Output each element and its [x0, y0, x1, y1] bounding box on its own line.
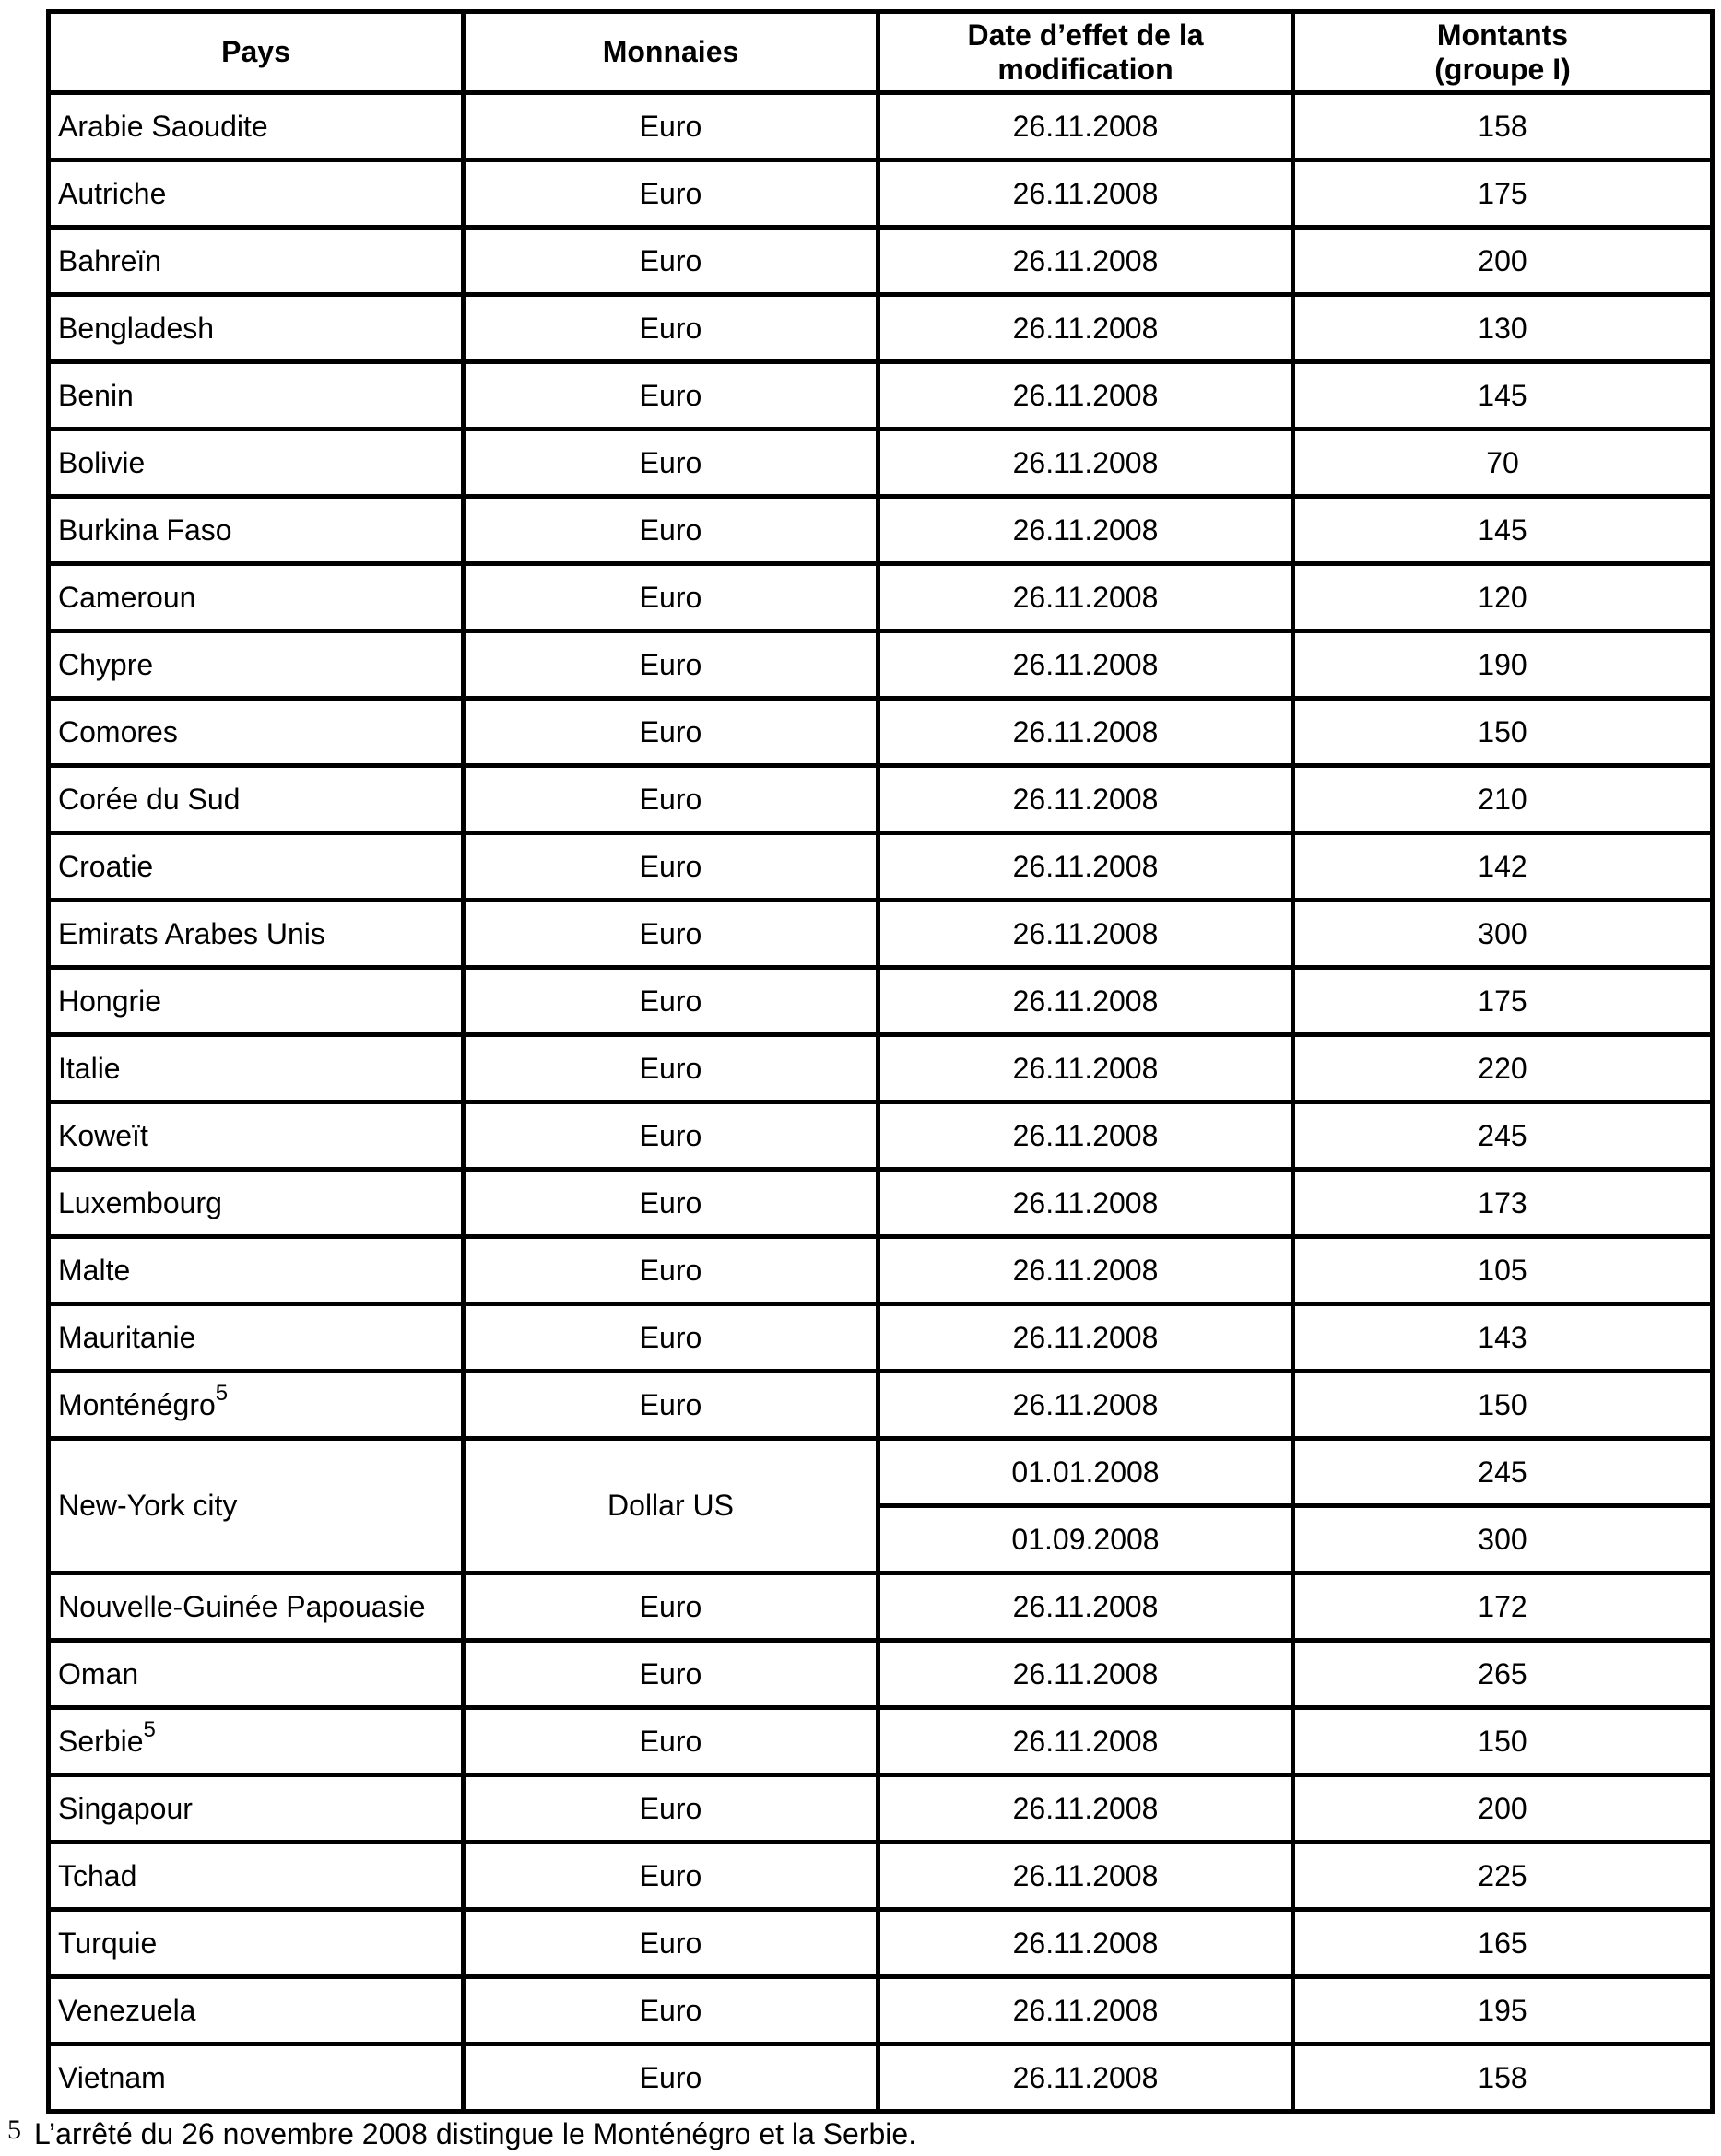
country-cell-text: Koweït	[58, 1118, 148, 1152]
table-row	[49, 430, 1713, 497]
amount-cell	[1293, 1910, 1713, 1977]
currency-cell-text: Euro	[639, 176, 702, 210]
table-row	[49, 1573, 1713, 1641]
date-cell	[878, 1977, 1293, 2044]
currency-cell-text: Euro	[639, 1589, 702, 1623]
amount-cell	[1293, 1977, 1713, 2044]
amount-cell-text: 120	[1478, 580, 1527, 614]
country-cell	[49, 1237, 464, 1304]
currency-cell	[464, 228, 878, 295]
amount-cell-text: 150	[1478, 1724, 1527, 1758]
currency-cell	[464, 1170, 878, 1237]
table-row	[49, 1843, 1713, 1910]
date-cell	[878, 228, 1293, 295]
amount-cell	[1293, 833, 1713, 901]
country-cell-text: Cameroun	[58, 580, 196, 614]
date-cell-text: 26.11.2008	[1012, 2060, 1159, 2094]
date-cell-text: 26.11.2008	[1012, 1320, 1159, 1354]
date-cell	[878, 1170, 1293, 1237]
table-row	[49, 1102, 1713, 1170]
currency-cell-text: Euro	[639, 1858, 702, 1892]
currency-cell-text: Euro	[639, 311, 702, 345]
currency-cell	[464, 1573, 878, 1641]
country-cell	[49, 1910, 464, 1977]
amount-cell	[1293, 2044, 1713, 2112]
amount-cell	[1293, 1775, 1713, 1843]
amount-cell-text: 195	[1478, 1993, 1527, 2027]
amount-cell	[1293, 901, 1713, 968]
country-cell-text: Nouvelle-Guinée Papouasie	[58, 1589, 426, 1623]
country-cell-text: Arabie Saoudite	[58, 109, 268, 143]
currency-cell	[464, 564, 878, 631]
currency-cell	[464, 1304, 878, 1372]
amount-cell	[1293, 1439, 1713, 1506]
currency-cell	[464, 833, 878, 901]
currency-cell-text: Dollar US	[607, 1489, 734, 1522]
amount-cell	[1293, 228, 1713, 295]
currency-cell	[464, 362, 878, 430]
country-cell-text: Venezuela	[58, 1993, 196, 2027]
country-cell	[49, 2044, 464, 2112]
header-amount-line2: (groupe I)	[1434, 52, 1571, 86]
header-amount	[1293, 12, 1713, 93]
currency-cell	[464, 699, 878, 766]
table-row	[49, 2044, 1713, 2112]
amount-cell-text: 175	[1478, 984, 1527, 1018]
amount-cell-text: 300	[1478, 1522, 1527, 1556]
amount-cell	[1293, 1237, 1713, 1304]
amount-cell-text: 210	[1478, 782, 1527, 816]
country-cell	[49, 228, 464, 295]
date-cell	[878, 833, 1293, 901]
amount-cell	[1293, 564, 1713, 631]
header-amount-line1: Montants	[1436, 18, 1569, 52]
currency-cell	[464, 968, 878, 1035]
country-cell	[49, 1170, 464, 1237]
amount-cell	[1293, 1843, 1713, 1910]
date-cell-text: 26.11.2008	[1012, 782, 1159, 816]
table-row	[49, 160, 1713, 228]
currency-cell	[464, 1977, 878, 2044]
country-cell-text: Singapour	[58, 1791, 193, 1825]
date-cell-text: 01.09.2008	[1011, 1522, 1160, 1556]
date-cell	[878, 699, 1293, 766]
country-cell-text: Croatie	[58, 849, 154, 883]
table-row	[49, 833, 1713, 901]
currency-cell	[464, 430, 878, 497]
date-cell	[878, 766, 1293, 833]
amount-cell-text: 158	[1478, 2060, 1527, 2094]
header-country: Pays	[49, 12, 464, 93]
country-cell-text: Serbie	[58, 1724, 144, 1758]
country-cell	[49, 766, 464, 833]
date-cell-text: 26.11.2008	[1012, 1926, 1159, 1960]
currency-cell	[464, 1910, 878, 1977]
amount-cell-text: 70	[1486, 445, 1519, 479]
amount-cell-text: 165	[1478, 1926, 1527, 1960]
header-date	[878, 12, 1293, 93]
currency-cell-text: Euro	[639, 1926, 702, 1960]
amount-cell	[1293, 430, 1713, 497]
amount-cell-text: 190	[1478, 647, 1527, 681]
currency-cell-text: Euro	[639, 580, 702, 614]
currency-cell-text: Euro	[639, 109, 702, 143]
date-cell	[878, 430, 1293, 497]
date-cell-text: 26.11.2008	[1012, 1858, 1159, 1892]
country-cell-text: Luxembourg	[58, 1185, 222, 1219]
amount-cell-text: 245	[1478, 1455, 1527, 1489]
date-cell	[878, 1372, 1293, 1439]
date-cell-text: 26.11.2008	[1012, 378, 1159, 412]
date-cell	[878, 901, 1293, 968]
table-row	[49, 1304, 1713, 1372]
date-cell-text: 26.11.2008	[1012, 984, 1159, 1018]
footnote-text: L’arrêté du 26 novembre 2008 distingue le Monténégro et la Serbie.	[34, 2117, 917, 2150]
date-cell	[878, 1573, 1293, 1641]
table-row	[49, 497, 1713, 564]
amount-cell	[1293, 1035, 1713, 1102]
country-cell-text: Italie	[58, 1051, 121, 1085]
table-row	[49, 1708, 1713, 1775]
date-cell	[878, 1506, 1293, 1573]
date-cell	[878, 1035, 1293, 1102]
table-row	[49, 1237, 1713, 1304]
date-cell-text: 26.11.2008	[1012, 1118, 1159, 1152]
date-cell-text: 26.11.2008	[1012, 1589, 1159, 1623]
currency-cell	[464, 1439, 878, 1573]
table-row	[49, 1775, 1713, 1843]
currency-cell	[464, 1708, 878, 1775]
table-row	[49, 93, 1713, 160]
currency-cell	[464, 295, 878, 362]
date-cell-text: 26.11.2008	[1012, 916, 1159, 950]
date-cell	[878, 1237, 1293, 1304]
country-cell	[49, 1708, 464, 1775]
amount-cell	[1293, 93, 1713, 160]
amount-cell	[1293, 1304, 1713, 1372]
amount-cell-text: 130	[1478, 311, 1527, 345]
currency-cell-text: Euro	[639, 849, 702, 883]
date-cell-text: 26.11.2008	[1012, 1656, 1159, 1691]
currency-cell	[464, 901, 878, 968]
amount-cell-text: 105	[1478, 1253, 1527, 1287]
currency-cell	[464, 1237, 878, 1304]
country-cell	[49, 1775, 464, 1843]
date-cell-text: 26.11.2008	[1012, 445, 1159, 479]
currency-cell-text: Euro	[639, 1051, 702, 1085]
currency-cell-text: Euro	[639, 782, 702, 816]
country-cell	[49, 497, 464, 564]
amount-cell	[1293, 497, 1713, 564]
table-row	[49, 564, 1713, 631]
date-cell-text: 26.11.2008	[1012, 1724, 1159, 1758]
amount-cell	[1293, 295, 1713, 362]
country-cell-text: Vietnam	[58, 2060, 166, 2094]
amount-cell-text: 145	[1478, 512, 1527, 547]
table-row	[49, 1641, 1713, 1708]
date-cell-text: 26.11.2008	[1012, 1791, 1159, 1825]
currency-cell-text: Euro	[639, 1387, 702, 1421]
date-cell-text: 26.11.2008	[1012, 1993, 1159, 2027]
country-cell	[49, 1102, 464, 1170]
date-cell	[878, 160, 1293, 228]
date-cell-text: 26.11.2008	[1012, 1253, 1159, 1287]
table-row	[49, 362, 1713, 430]
date-cell-text: 26.11.2008	[1012, 109, 1159, 143]
table-row	[49, 901, 1713, 968]
currency-cell-text: Euro	[639, 1724, 702, 1758]
date-cell	[878, 295, 1293, 362]
date-cell	[878, 1775, 1293, 1843]
date-cell	[878, 1439, 1293, 1506]
amount-cell-text: 143	[1478, 1320, 1527, 1354]
date-cell	[878, 497, 1293, 564]
country-cell	[49, 430, 464, 497]
table-row	[49, 1170, 1713, 1237]
currency-cell-text: Euro	[639, 512, 702, 547]
date-cell	[878, 1304, 1293, 1372]
currency-cell-text: Euro	[639, 445, 702, 479]
country-cell	[49, 699, 464, 766]
amount-cell	[1293, 160, 1713, 228]
amount-cell-text: 145	[1478, 378, 1527, 412]
footnote-mark: 5	[7, 2115, 21, 2145]
table-row	[49, 968, 1713, 1035]
date-cell-text: 26.11.2008	[1012, 1051, 1159, 1085]
country-cell-text: New-York city	[58, 1489, 238, 1522]
header-row	[49, 12, 1713, 93]
country-cell-text: Emirats Arabes Unis	[58, 916, 325, 950]
amount-cell-text: 150	[1478, 1387, 1527, 1421]
country-cell-text: Hongrie	[58, 984, 162, 1018]
country-cell	[49, 1641, 464, 1708]
amount-cell	[1293, 1506, 1713, 1573]
country-cell	[49, 1977, 464, 2044]
date-cell	[878, 968, 1293, 1035]
country-cell-text: Benin	[58, 378, 134, 412]
date-cell	[878, 564, 1293, 631]
amount-cell-text: 172	[1478, 1589, 1527, 1623]
date-cell	[878, 1708, 1293, 1775]
country-cell-text: Turquie	[58, 1926, 158, 1960]
currency-cell-text: Euro	[639, 1320, 702, 1354]
country-cell-text: Tchad	[58, 1858, 137, 1892]
date-cell	[878, 362, 1293, 430]
header-date-line2: modification	[997, 52, 1173, 86]
currency-cell-text: Euro	[639, 1118, 702, 1152]
currency-cell	[464, 1843, 878, 1910]
country-cell	[49, 1035, 464, 1102]
date-cell-text: 26.11.2008	[1012, 512, 1159, 547]
date-cell-text: 26.11.2008	[1012, 849, 1159, 883]
currency-cell	[464, 1102, 878, 1170]
header-currency: Monnaies	[464, 12, 878, 93]
country-cell-text: Malte	[58, 1253, 131, 1287]
amount-cell	[1293, 968, 1713, 1035]
table-row	[49, 1977, 1713, 2044]
amount-cell-text: 175	[1478, 176, 1527, 210]
country-cell	[49, 968, 464, 1035]
amount-cell-text: 200	[1478, 243, 1527, 277]
currency-cell-text: Euro	[639, 1791, 702, 1825]
currency-cell-text: Euro	[639, 1993, 702, 2027]
currency-cell-text: Euro	[639, 714, 702, 748]
country-cell-text: Bengladesh	[58, 311, 215, 345]
currency-cell	[464, 631, 878, 699]
table-row	[49, 1372, 1713, 1439]
date-cell-text: 01.01.2008	[1011, 1455, 1160, 1489]
date-cell	[878, 93, 1293, 160]
amount-cell	[1293, 1641, 1713, 1708]
country-cell-text: Comores	[58, 714, 178, 748]
country-cell-text: Mauritanie	[58, 1320, 196, 1354]
country-cell	[49, 1372, 464, 1439]
table-row	[49, 766, 1713, 833]
footnote-reference: 5	[143, 1716, 156, 1742]
table-row	[49, 295, 1713, 362]
currency-cell-text: Euro	[639, 2060, 702, 2094]
header-date-line1: Date d’effet de la	[967, 18, 1204, 52]
amount-cell-text: 173	[1478, 1185, 1527, 1219]
country-cell	[49, 160, 464, 228]
amount-cell-text: 300	[1478, 916, 1527, 950]
amount-cell-text: 220	[1478, 1051, 1527, 1085]
currency-cell-text: Euro	[639, 647, 702, 681]
footnote-reference: 5	[215, 1380, 229, 1406]
date-cell-text: 26.11.2008	[1012, 714, 1159, 748]
country-cell	[49, 1439, 464, 1573]
country-cell-text: Monténégro	[58, 1387, 216, 1421]
currency-cell	[464, 160, 878, 228]
amount-cell-text: 225	[1478, 1858, 1527, 1892]
amount-cell	[1293, 631, 1713, 699]
date-cell-text: 26.11.2008	[1012, 311, 1159, 345]
amount-cell	[1293, 1170, 1713, 1237]
country-cell	[49, 564, 464, 631]
table-row	[49, 631, 1713, 699]
date-cell	[878, 1843, 1293, 1910]
currency-cell	[464, 2044, 878, 2112]
currency-cell	[464, 1775, 878, 1843]
country-cell	[49, 631, 464, 699]
date-cell	[878, 1641, 1293, 1708]
footnote	[7, 2113, 916, 2151]
date-cell	[878, 1102, 1293, 1170]
country-cell-text: Oman	[58, 1656, 139, 1691]
amount-cell	[1293, 766, 1713, 833]
country-cell-text: Bolivie	[58, 445, 146, 479]
table-row	[49, 1439, 1713, 1506]
amount-cell-text: 142	[1478, 849, 1527, 883]
currency-cell	[464, 766, 878, 833]
date-cell	[878, 1910, 1293, 1977]
country-cell	[49, 901, 464, 968]
country-cell	[49, 1304, 464, 1372]
country-cell-text: Bahreïn	[58, 243, 162, 277]
date-cell	[878, 2044, 1293, 2112]
amount-cell	[1293, 1573, 1713, 1641]
country-cell-text: Autriche	[58, 176, 167, 210]
date-cell-text: 26.11.2008	[1012, 580, 1159, 614]
amount-cell	[1293, 362, 1713, 430]
country-cell	[49, 833, 464, 901]
currency-cell-text: Euro	[639, 1185, 702, 1219]
country-cell-text: Burkina Faso	[58, 512, 232, 547]
table-row	[49, 1035, 1713, 1102]
currency-cell	[464, 1372, 878, 1439]
date-cell-text: 26.11.2008	[1012, 176, 1159, 210]
currency-cell-text: Euro	[639, 984, 702, 1018]
date-cell-text: 26.11.2008	[1012, 1185, 1159, 1219]
country-cell	[49, 362, 464, 430]
currency-cell-text: Euro	[639, 916, 702, 950]
country-cell	[49, 1843, 464, 1910]
country-cell	[49, 295, 464, 362]
country-cell-text: Corée du Sud	[58, 782, 241, 816]
currency-cell-text: Euro	[639, 378, 702, 412]
date-cell-text: 26.11.2008	[1012, 243, 1159, 277]
currency-cell	[464, 93, 878, 160]
table-row	[49, 228, 1713, 295]
amount-cell-text: 158	[1478, 109, 1527, 143]
currency-cell-text: Euro	[639, 1656, 702, 1691]
amount-cell-text: 265	[1478, 1656, 1527, 1691]
date-cell-text: 26.11.2008	[1012, 647, 1159, 681]
amount-cell-text: 245	[1478, 1118, 1527, 1152]
currency-cell-text: Euro	[639, 243, 702, 277]
country-cell	[49, 1573, 464, 1641]
table-row	[49, 699, 1713, 766]
country-cell	[49, 93, 464, 160]
amount-cell	[1293, 1372, 1713, 1439]
date-cell	[878, 631, 1293, 699]
country-cell-text: Chypre	[58, 647, 154, 681]
amount-cell-text: 200	[1478, 1791, 1527, 1825]
currency-cell	[464, 1035, 878, 1102]
amount-cell-text: 150	[1478, 714, 1527, 748]
allowance-table	[46, 9, 1715, 2114]
amount-cell	[1293, 1708, 1713, 1775]
amount-cell	[1293, 1102, 1713, 1170]
amount-cell	[1293, 699, 1713, 766]
date-cell-text: 26.11.2008	[1012, 1387, 1159, 1421]
currency-cell-text: Euro	[639, 1253, 702, 1287]
currency-cell	[464, 1641, 878, 1708]
table-row	[49, 1910, 1713, 1977]
currency-cell	[464, 497, 878, 564]
